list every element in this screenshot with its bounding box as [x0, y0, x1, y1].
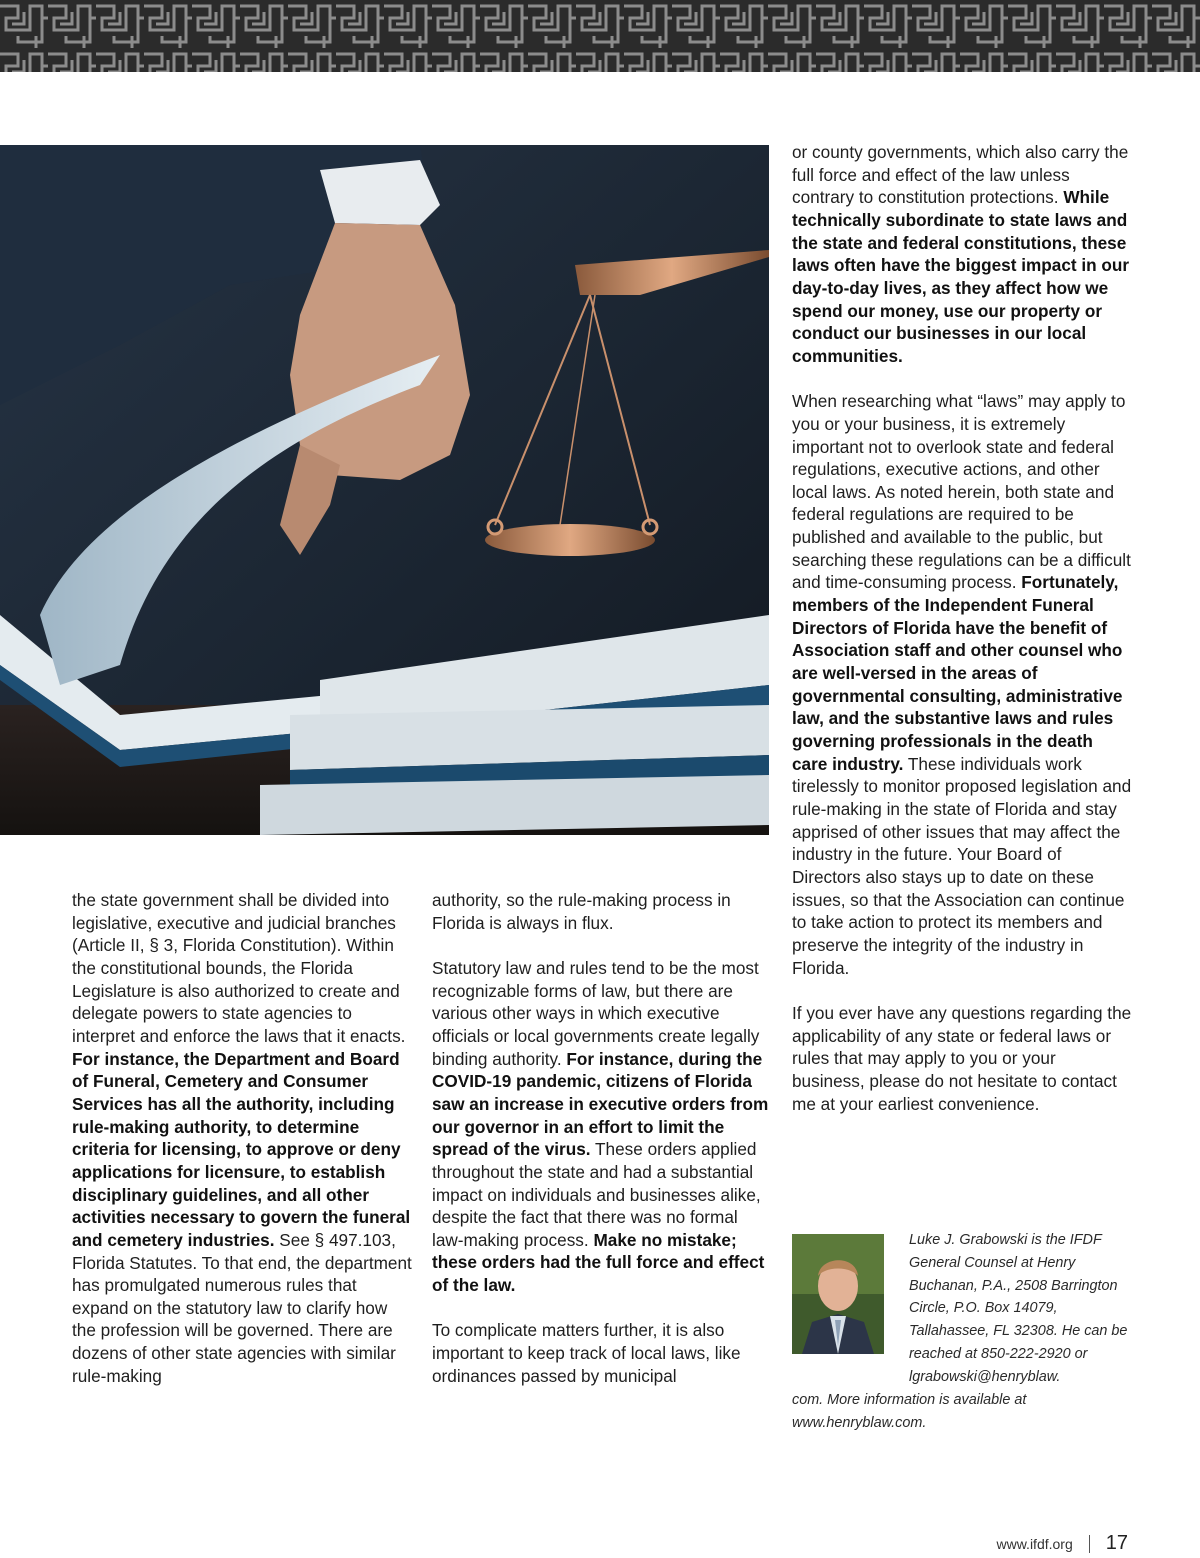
- article-paragraph: [792, 390, 1132, 979]
- article-column-2: [432, 889, 772, 1410]
- body-text: If you ever have any questions regarding the applicability of any state or federal laws or rules that may apply to you or your business, please do not hesitate to contact me at your earliest convenience.: [792, 1002, 1132, 1114]
- body-text: These orders applied throughout the state and had a substantial impact on individuals and businesses alike, despite the fact that there was no formal law-making process.: [432, 1139, 761, 1250]
- author-bio: Luke J. Grabowski is the IFDF General Counsel at Henry Buchanan, P.A., 2508 Barrington Circle, P.O. Box 14079, Tallahassee, FL 32308. He can be reached at 850-222-2920 or lgrabowski@henryblaw.: [909, 1232, 1128, 1385]
- article-column-3: [792, 141, 1132, 1138]
- emphasis-text: Make no mistake; these orders had the full force and effect of the law.: [432, 1229, 765, 1296]
- article-paragraph: [432, 1319, 772, 1387]
- author-headshot: [792, 1234, 884, 1354]
- body-text: the state government shall be divided into legislative, executive and judicial branches (Article II, § 3, Florida Constitution). Within the constitutional bounds, the Florida Legislature is also authorized to create and delegate powers to state agencies to interpret and enforce the laws that it enacts.: [72, 890, 406, 1046]
- body-text: To complicate matters further, it is also important to keep track of local laws, like ordinances passed by municipal: [432, 1320, 741, 1386]
- hero-photo: [0, 145, 769, 835]
- body-text: See § 497.103, Florida Statutes. To that end, the department has promulgated numerous rules that expand on the statutory law to clarify how the profession will be governed. There are dozens of other state agencies with similar rule-making: [72, 1229, 412, 1386]
- footer-divider: [1089, 1535, 1090, 1553]
- article-paragraph: [432, 957, 772, 1297]
- emphasis-text: Fortunately, members of the Independent Funeral Directors of Florida have the benefit of Association staff and other counsel who are well-versed in the areas of governmental consulting, administrative law, and the substantive laws and rules governing professionals in the death care industry.: [792, 572, 1123, 774]
- body-text: or county governments, which also carry the full force and effect of the law unless contrary to constitution protections.: [792, 142, 1129, 208]
- article-paragraph: [432, 889, 772, 934]
- article-paragraph: [792, 141, 1132, 368]
- emphasis-text: While technically subordinate to state laws and the state and federal constitutions, these laws often have the biggest impact in our day-to-day lives, as they affect how we spend our money, use our property or conduct our businesses in our local communities.: [792, 187, 1130, 366]
- header-banner: [0, 0, 1200, 72]
- body-text: When researching what “laws” may apply to you or your business, it is extremely important not to overlook state and federal regulations, executive actions, and other local laws. As noted herein, both state and federal regulations are required to be published and available to the public, but searching these regulations can be a difficult and time-consuming process.: [792, 391, 1131, 593]
- article-paragraph: [72, 889, 414, 1387]
- article-paragraph: [792, 1002, 1132, 1115]
- body-text: These individuals work tirelessly to monitor proposed legislation and rule-making in the state of Florida and stay apprised of other issues that may affect the industry in the future. Your Board of Directors also stays up to date on these issues, so that the Association can continue to take action to protect its members and preserve the integrity of the industry in Florida.: [792, 753, 1132, 978]
- body-text: Statutory law and rules tend to be the most recognizable forms of law, but there are various other ways in which executive officials or local governments create legally binding authority.: [432, 957, 760, 1069]
- article-column-1: [72, 889, 414, 1410]
- body-text: authority, so the rule-making process in Florida is always in flux.: [432, 890, 731, 933]
- page-footer: [997, 1532, 1129, 1555]
- footer-url[interactable]: www.ifdf.org: [996, 1535, 1073, 1552]
- page-number: 17: [1105, 1532, 1128, 1554]
- author-bio-continued: com. More information is available at www.henryblaw.com.: [792, 1392, 1027, 1431]
- emphasis-text: For instance, during the COVID-19 pandemic, citizens of Florida saw an increase in executive orders from our governor in an effort to limit the spread of the virus.: [432, 1048, 769, 1160]
- emphasis-text: For instance, the Department and Board of Funeral, Cemetery and Consumer Services has all the authority, including rule-making authority, to determine criteria for licensing, to approve or deny applications for licensure, to establish disciplinary guidelines, and all other activities necessary to govern the funeral and cemetery industries.: [72, 1048, 411, 1250]
